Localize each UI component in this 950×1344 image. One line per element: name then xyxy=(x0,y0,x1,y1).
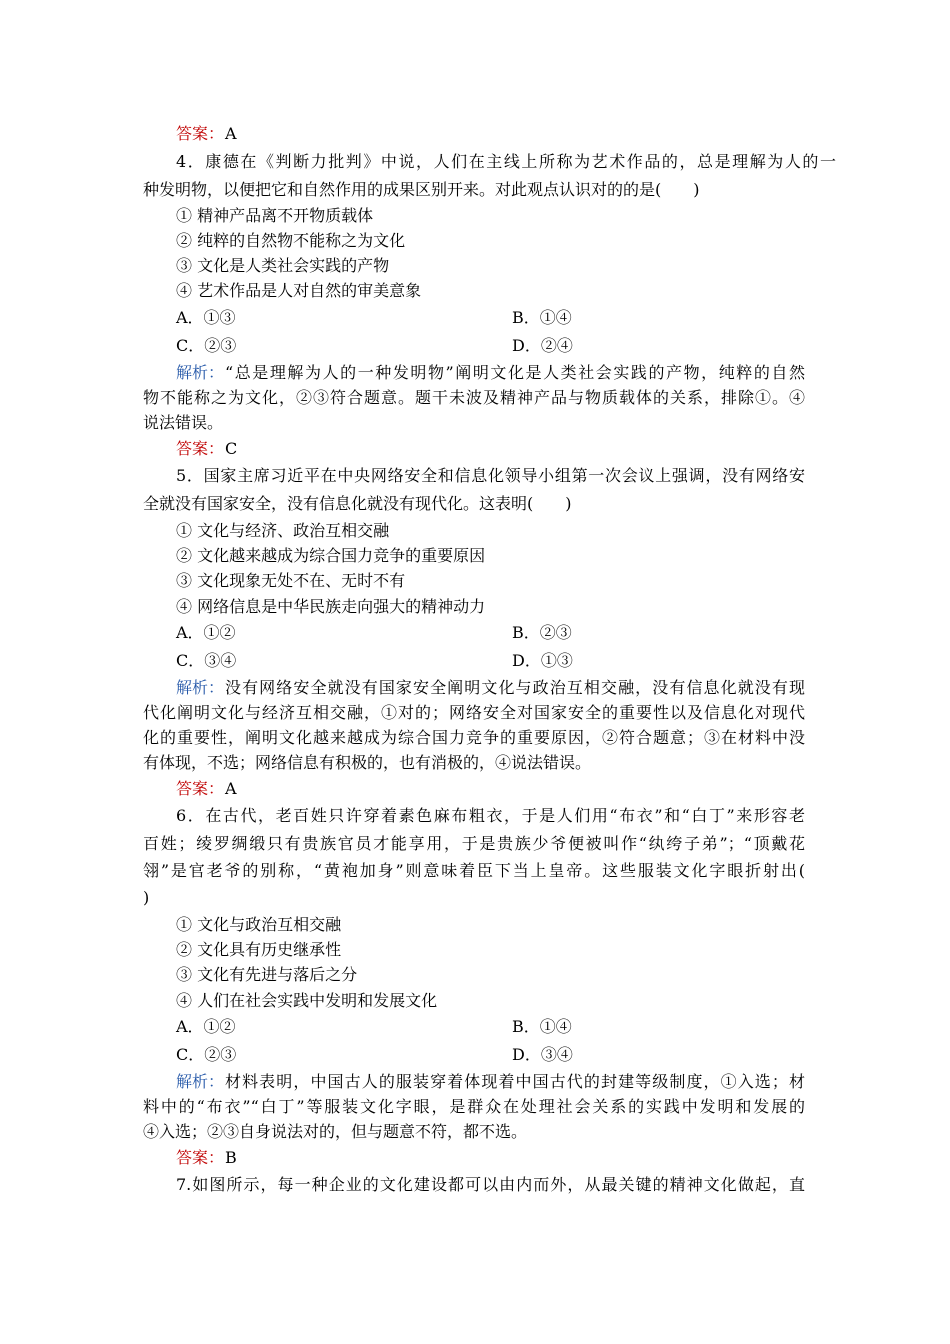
q6-stem-text: 6．在古代，老百姓只许穿着素色麻布粗衣，于是人们用“布衣”和“白丁”来形容老 xyxy=(176,806,805,825)
analysis-text: 材料表明，中国古人的服装穿着体现着中国古代的封建等级制度，①入选；材 xyxy=(225,1072,805,1091)
option-c: C．③④ xyxy=(176,651,237,670)
q6-stem-text: ) xyxy=(143,888,150,907)
option-b: B．②③ xyxy=(512,623,572,642)
q4-stem-text: 4．康德在《判断力批判》中说，人们在主线上所称为艺术作品的，总是理解为人的一 xyxy=(176,152,836,171)
option-b: B．①④ xyxy=(512,308,572,327)
item-text: ④ 网络信息是中华民族走向强大的精神动力 xyxy=(176,597,486,616)
item-text: ③ 文化有先进与落后之分 xyxy=(176,965,358,984)
option-d: D．①③ xyxy=(512,651,573,670)
option-d: D．③④ xyxy=(512,1045,573,1064)
item-text: ② 文化越来越成为综合国力竞争的重要原因 xyxy=(176,546,486,565)
option-a: A．①③ xyxy=(176,308,236,327)
q7-stem-text: 7.如图所示，每一种企业的文化建设都可以由内而外，从最关键的精神文化做起，直 xyxy=(176,1175,805,1194)
option-a: A．①② xyxy=(176,623,236,642)
item-text: ① 文化与政治互相交融 xyxy=(176,915,342,934)
q5-stem-text: 5．国家主席习近平在中央网络安全和信息化领导小组第一次会议上强调，没有网络安 xyxy=(176,466,805,485)
option-d: D．②④ xyxy=(512,336,573,355)
item-text: ① 文化与经济、政治互相交融 xyxy=(176,521,390,540)
item-text: ③ 文化现象无处不在、无时不有 xyxy=(176,571,406,590)
analysis-text: 说法错误。 xyxy=(143,413,224,432)
answer-label: 答案： xyxy=(176,779,225,798)
answer-value: C xyxy=(225,439,238,458)
analysis-text: 化的重要性，阐明文化越来越成为综合国力竞争的重要原因，②符合题意；③在材料中没 xyxy=(143,728,805,747)
item-text: ④ 艺术作品是人对自然的审美意象 xyxy=(176,281,422,300)
q5-stem-text: 全就没有国家安全，没有信息化就没有现代化。这表明( ) xyxy=(143,494,572,513)
analysis-text: ④入选；②③自身说法对的，但与题意不符，都不选。 xyxy=(143,1122,528,1141)
answer-label: 答案： xyxy=(176,439,225,458)
answer-label: 答案： xyxy=(176,1148,225,1167)
item-text: ④ 人们在社会实践中发明和发展文化 xyxy=(176,991,438,1010)
analysis-label: 解析： xyxy=(176,363,225,382)
answer-label: 答案： xyxy=(176,124,225,143)
answer-value: A xyxy=(225,779,237,798)
option-c: C．②③ xyxy=(176,336,237,355)
analysis-text: 代化阐明文化与经济互相交融，①对的；网络安全对国家安全的重要性以及信息化对现代 xyxy=(143,703,805,722)
analysis-label: 解析： xyxy=(176,1072,225,1091)
analysis-text: 物不能称之为文化，②③符合题意。题干未波及精神产品与物质载体的关系，排除①。④ xyxy=(143,388,805,407)
item-text: ② 纯粹的自然物不能称之为文化 xyxy=(176,231,406,250)
option-b: B．①④ xyxy=(512,1017,572,1036)
item-text: ① 精神产品离不开物质载体 xyxy=(176,206,374,225)
q6-stem-text: 翎”是官老爷的别称，“黄袍加身”则意味着臣下当上皇帝。这些服装文化字眼折射出( xyxy=(143,861,805,880)
answer-value: A xyxy=(225,124,237,143)
analysis-text: “总是理解为人的一种发明物”阐明文化是人类社会实践的产物，纯粹的自然 xyxy=(225,363,805,382)
answer-value: B xyxy=(225,1148,237,1167)
option-a: A．①② xyxy=(176,1017,236,1036)
option-c: C．②③ xyxy=(176,1045,237,1064)
q6-stem-text: 百姓；绫罗绸缎只有贵族官员才能享用，于是贵族少爷便被叫作“纨绔子弟”；“顶戴花 xyxy=(143,834,805,853)
analysis-label: 解析： xyxy=(176,678,225,697)
q4-stem-text: 种发明物，以便把它和自然作用的成果区别开来。对此观点认识对的的是( ) xyxy=(143,180,700,199)
item-text: ③ 文化是人类社会实践的产物 xyxy=(176,256,390,275)
item-text: ② 文化具有历史继承性 xyxy=(176,940,342,959)
analysis-text: 没有网络安全就没有国家安全阐明文化与政治互相交融，没有信息化就没有现 xyxy=(225,678,805,697)
analysis-text: 有体现，不选；网络信息有积极的，也有消极的，④说法错误。 xyxy=(143,753,592,772)
analysis-text: 料中的“布衣”“白丁”等服装文化字眼，是群众在处理社会关系的实践中发明和发展的 xyxy=(143,1097,805,1116)
